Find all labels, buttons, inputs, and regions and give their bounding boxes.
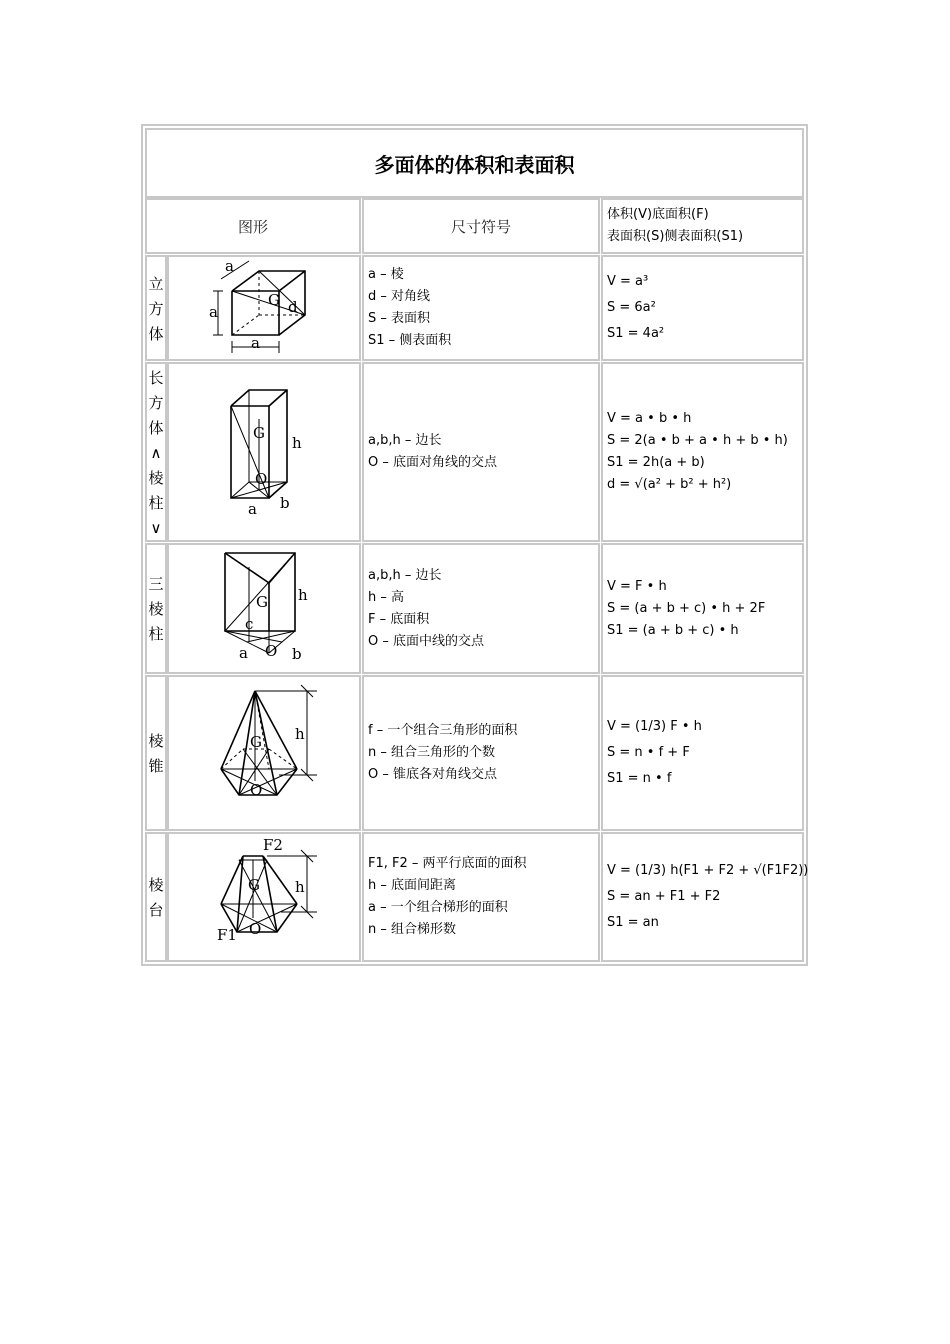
header-formulas xyxy=(601,198,804,254)
row-name-char: 棱 xyxy=(148,468,164,487)
formula-line: S = n • f + F xyxy=(607,745,690,760)
fig-label: h xyxy=(292,434,302,452)
fig-label: O xyxy=(250,781,263,799)
formula-line: V = (1/3) h(F1 + F2 + √(F1F2)) xyxy=(607,863,809,878)
fig-label: G xyxy=(256,593,268,611)
row-name-frustum xyxy=(145,832,167,962)
fig-label: G xyxy=(253,424,265,442)
header-figure: 图形 xyxy=(145,198,361,254)
row-name-char: 棱 xyxy=(148,600,164,618)
fig-label: h xyxy=(298,586,308,604)
formula-line: S1 = (a + b + c) • h xyxy=(607,622,739,638)
row-name-char: 方 xyxy=(148,393,164,412)
symbol-line: h – 底面间距离 xyxy=(368,878,457,893)
symbol-line: a,b,h – 边长 xyxy=(368,567,442,583)
row-name-char: ∧ xyxy=(150,443,162,462)
symbols-pyramid xyxy=(362,675,600,831)
formula-line: S = 2(a • b + a • h + b • h) xyxy=(607,433,788,448)
formula-line: S = 6a² xyxy=(607,300,656,315)
table-title: 多面体的体积和表面积 xyxy=(145,128,804,198)
formula-line: S1 = 2h(a + b) xyxy=(607,455,705,470)
symbols-frustum xyxy=(362,832,600,962)
symbol-line: f – 一个组合三角形的面积 xyxy=(368,723,518,738)
row-name-char: 方 xyxy=(148,299,164,318)
symbol-line: S – 表面积 xyxy=(368,311,431,326)
figure-cuboid xyxy=(167,362,361,542)
row-name-cube xyxy=(145,255,167,361)
row-name-char: 柱 xyxy=(148,625,164,643)
fig-label: O xyxy=(265,642,278,660)
row-name-cuboid xyxy=(145,362,167,542)
fig-label: G xyxy=(248,876,260,894)
formula-line: S1 = 4a² xyxy=(607,326,665,341)
row-name-char: 长 xyxy=(148,368,164,387)
formulas-cube xyxy=(601,255,804,361)
formula-line: V = F • h xyxy=(607,578,667,594)
figure-frustum xyxy=(167,832,361,962)
fig-label: b xyxy=(292,645,302,663)
formula-line: S1 = an xyxy=(607,915,659,930)
formula-line: V = a³ xyxy=(607,274,649,289)
fig-label: a xyxy=(251,334,260,352)
row-name-triangular-prism xyxy=(145,543,167,674)
symbol-line: F1, F2 – 两平行底面的面积 xyxy=(368,856,527,871)
row-name-char: ∨ xyxy=(150,518,162,537)
symbols-triangular-prism xyxy=(362,543,600,674)
fig-label: O xyxy=(255,470,268,488)
fig-label: a xyxy=(225,257,234,275)
header-formulas-line1: 体积(V)底面积(F) xyxy=(607,207,709,222)
formula-line: V = (1/3) F • h xyxy=(607,719,702,734)
fig-label: F2 xyxy=(263,836,283,854)
symbol-line: n – 组合梯形数 xyxy=(368,922,457,937)
fig-label: a xyxy=(209,303,218,321)
formula-line: V = a • b • h xyxy=(607,411,692,426)
row-name-char: 锥 xyxy=(148,757,164,775)
fig-label: h xyxy=(295,725,305,743)
symbol-line: O – 底面中线的交点 xyxy=(368,633,484,649)
header-symbols: 尺寸符号 xyxy=(362,198,600,254)
row-name-char: 体 xyxy=(148,418,164,437)
symbol-line: O – 底面对角线的交点 xyxy=(368,455,497,470)
header-formulas-line2: 表面积(S)侧表面积(S1) xyxy=(607,229,744,244)
row-name-char: 体 xyxy=(148,324,164,343)
symbols-cube xyxy=(362,255,600,361)
symbol-line: d – 对角线 xyxy=(368,289,431,304)
fig-label: G xyxy=(268,291,280,309)
row-name-char: 柱 xyxy=(148,493,164,512)
figure-triangular-prism xyxy=(167,543,361,674)
row-name-pyramid xyxy=(145,675,167,831)
fig-label: F1 xyxy=(217,926,237,944)
symbol-line: a,b,h – 边长 xyxy=(368,433,442,448)
fig-label: G xyxy=(250,733,262,751)
fig-label: d xyxy=(288,298,298,316)
formula-line: S = an + F1 + F2 xyxy=(607,889,721,904)
fig-label: O xyxy=(249,920,262,938)
row-name-char: 立 xyxy=(148,274,164,293)
formulas-triangular-prism xyxy=(601,543,804,674)
formula-line: S1 = n • f xyxy=(607,771,672,786)
figure-pyramid xyxy=(167,675,361,831)
fig-label: b xyxy=(280,494,290,512)
symbol-line: F – 底面积 xyxy=(368,611,430,627)
symbol-line: a – 一个组合梯形的面积 xyxy=(368,900,508,915)
symbol-line: O – 锥底各对角线交点 xyxy=(368,767,497,782)
formula-line: d = √(a² + b² + h²) xyxy=(607,477,732,492)
symbols-cuboid xyxy=(362,362,600,542)
fig-label: a xyxy=(239,644,248,662)
fig-label: a xyxy=(248,500,257,518)
figure-cube xyxy=(167,255,361,361)
row-name-char: 台 xyxy=(148,901,164,919)
fig-label: h xyxy=(295,878,305,896)
symbol-line: a – 棱 xyxy=(368,267,404,282)
row-name-char: 三 xyxy=(148,575,164,593)
row-name-char: 棱 xyxy=(148,876,164,894)
formulas-cuboid xyxy=(601,362,804,542)
symbol-line: S1 – 侧表面积 xyxy=(368,333,452,348)
formula-line: S = (a + b + c) • h + 2F xyxy=(607,600,766,616)
formulas-frustum xyxy=(601,832,809,962)
fig-label: c xyxy=(245,615,254,633)
row-name-char: 棱 xyxy=(148,732,164,750)
symbol-line: n – 组合三角形的个数 xyxy=(368,745,496,760)
formulas-pyramid xyxy=(601,675,804,831)
symbol-line: h – 高 xyxy=(368,589,405,605)
